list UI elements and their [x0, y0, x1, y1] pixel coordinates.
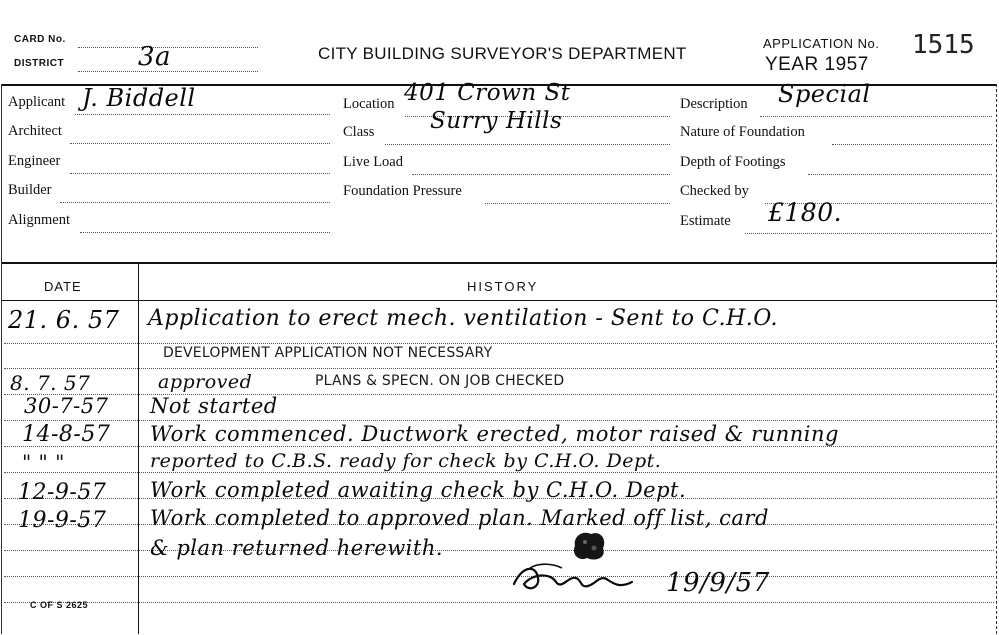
history-row-date: 30-7-57 — [24, 394, 109, 418]
signature-date: 19/9/57 — [666, 568, 770, 598]
nature-of-foundation-label: Nature of Foundation — [680, 124, 805, 140]
date-column-header: DATE — [44, 279, 82, 294]
class-label: Class — [343, 124, 375, 140]
history-row-entry: & plan returned herewith. — [150, 536, 444, 560]
history-row-date: 19-9-57 — [18, 508, 107, 533]
builder-line — [60, 202, 330, 203]
application-number: 1515 — [912, 30, 975, 60]
location-value: 401 Crown St — [404, 80, 571, 106]
applicant-label: Applicant — [8, 94, 66, 110]
description-line — [760, 116, 992, 117]
history-row-entry: Work completed to approved plan. Marked off list, card — [150, 506, 769, 530]
architect-line — [70, 143, 330, 144]
history-column-header: HISTORY — [467, 279, 539, 294]
class-line — [385, 144, 670, 145]
row-line — [4, 446, 994, 447]
applicant-line — [75, 114, 330, 115]
nature-of-foundation-line — [832, 144, 992, 145]
alignment-line — [80, 232, 330, 233]
table-header-rule — [2, 300, 997, 301]
foundation-pressure-label: Foundation Pressure — [343, 183, 462, 199]
live-load-label: Live Load — [343, 154, 403, 170]
live-load-line — [412, 174, 670, 175]
engineer-label: Engineer — [8, 153, 61, 169]
history-row-date: 21. 6. 57 — [8, 306, 120, 334]
history-row-date: 8. 7. 57 — [10, 371, 91, 395]
history-row-date: 14-8-57 — [22, 422, 111, 447]
year-label: YEAR 1957 — [765, 54, 869, 75]
application-label: APPLICATION No. — [763, 36, 880, 51]
form-code: C OF S 2625 — [30, 600, 89, 610]
depth-of-footings-line — [808, 174, 992, 175]
development-stamp: DEVELOPMENT APPLICATION NOT NECESSARY — [163, 345, 493, 361]
department-title: CITY BUILDING SURVEYOR'S DEPARTMENT — [318, 44, 687, 63]
row-line — [4, 343, 994, 344]
engineer-line — [70, 173, 330, 174]
row-line — [4, 420, 994, 421]
row-line — [4, 602, 994, 603]
row-line — [4, 576, 994, 577]
row-line — [4, 368, 994, 369]
estimate-value: £180. — [768, 198, 843, 227]
right-border — [996, 84, 997, 634]
description-value: Special — [778, 80, 871, 108]
alignment-label: Alignment — [8, 212, 71, 228]
history-row-entry: reported to C.B.S. ready for check by C.H.O. Dept. — [150, 450, 662, 472]
history-row-date: " " " — [22, 450, 65, 474]
architect-label: Architect — [8, 123, 62, 139]
signature — [510, 558, 650, 598]
history-row-entry: Work completed awaiting check by C.H.O. Dept. — [150, 478, 687, 502]
ink-blot — [567, 528, 611, 564]
builder-label: Builder — [8, 182, 52, 198]
applicant-value: J. Biddell — [82, 84, 196, 112]
class-value: Surry Hills — [430, 108, 563, 134]
district-label: DISTRICT — [14, 58, 65, 69]
date-column-divider — [138, 262, 139, 634]
location-label: Location — [343, 96, 395, 112]
history-row-entry: Not started — [150, 394, 278, 418]
foundation-pressure-line — [485, 203, 670, 204]
depth-of-footings-label: Depth of Footings — [680, 154, 786, 170]
description-label: Description — [680, 96, 748, 112]
history-row-date: 12-9-57 — [18, 480, 107, 505]
estimate-label: Estimate — [680, 213, 731, 229]
estimate-line — [745, 233, 992, 234]
section-rule — [2, 262, 997, 264]
plans-checked-stamp: PLANS & SPECN. ON JOB CHECKED — [315, 373, 565, 389]
history-row-entry: Application to erect mech. ventilation - Sent to C.H.O. — [148, 306, 778, 331]
history-row-entry: approved — [158, 371, 253, 393]
checked-by-label: Checked by — [680, 183, 749, 199]
history-row-entry: Work commenced. Ductwork erected, motor raised & running — [150, 422, 839, 446]
district-value: 3a — [138, 42, 172, 72]
left-border — [1, 84, 2, 634]
card-no-label: CARD No. — [14, 34, 66, 45]
row-line — [4, 472, 994, 473]
